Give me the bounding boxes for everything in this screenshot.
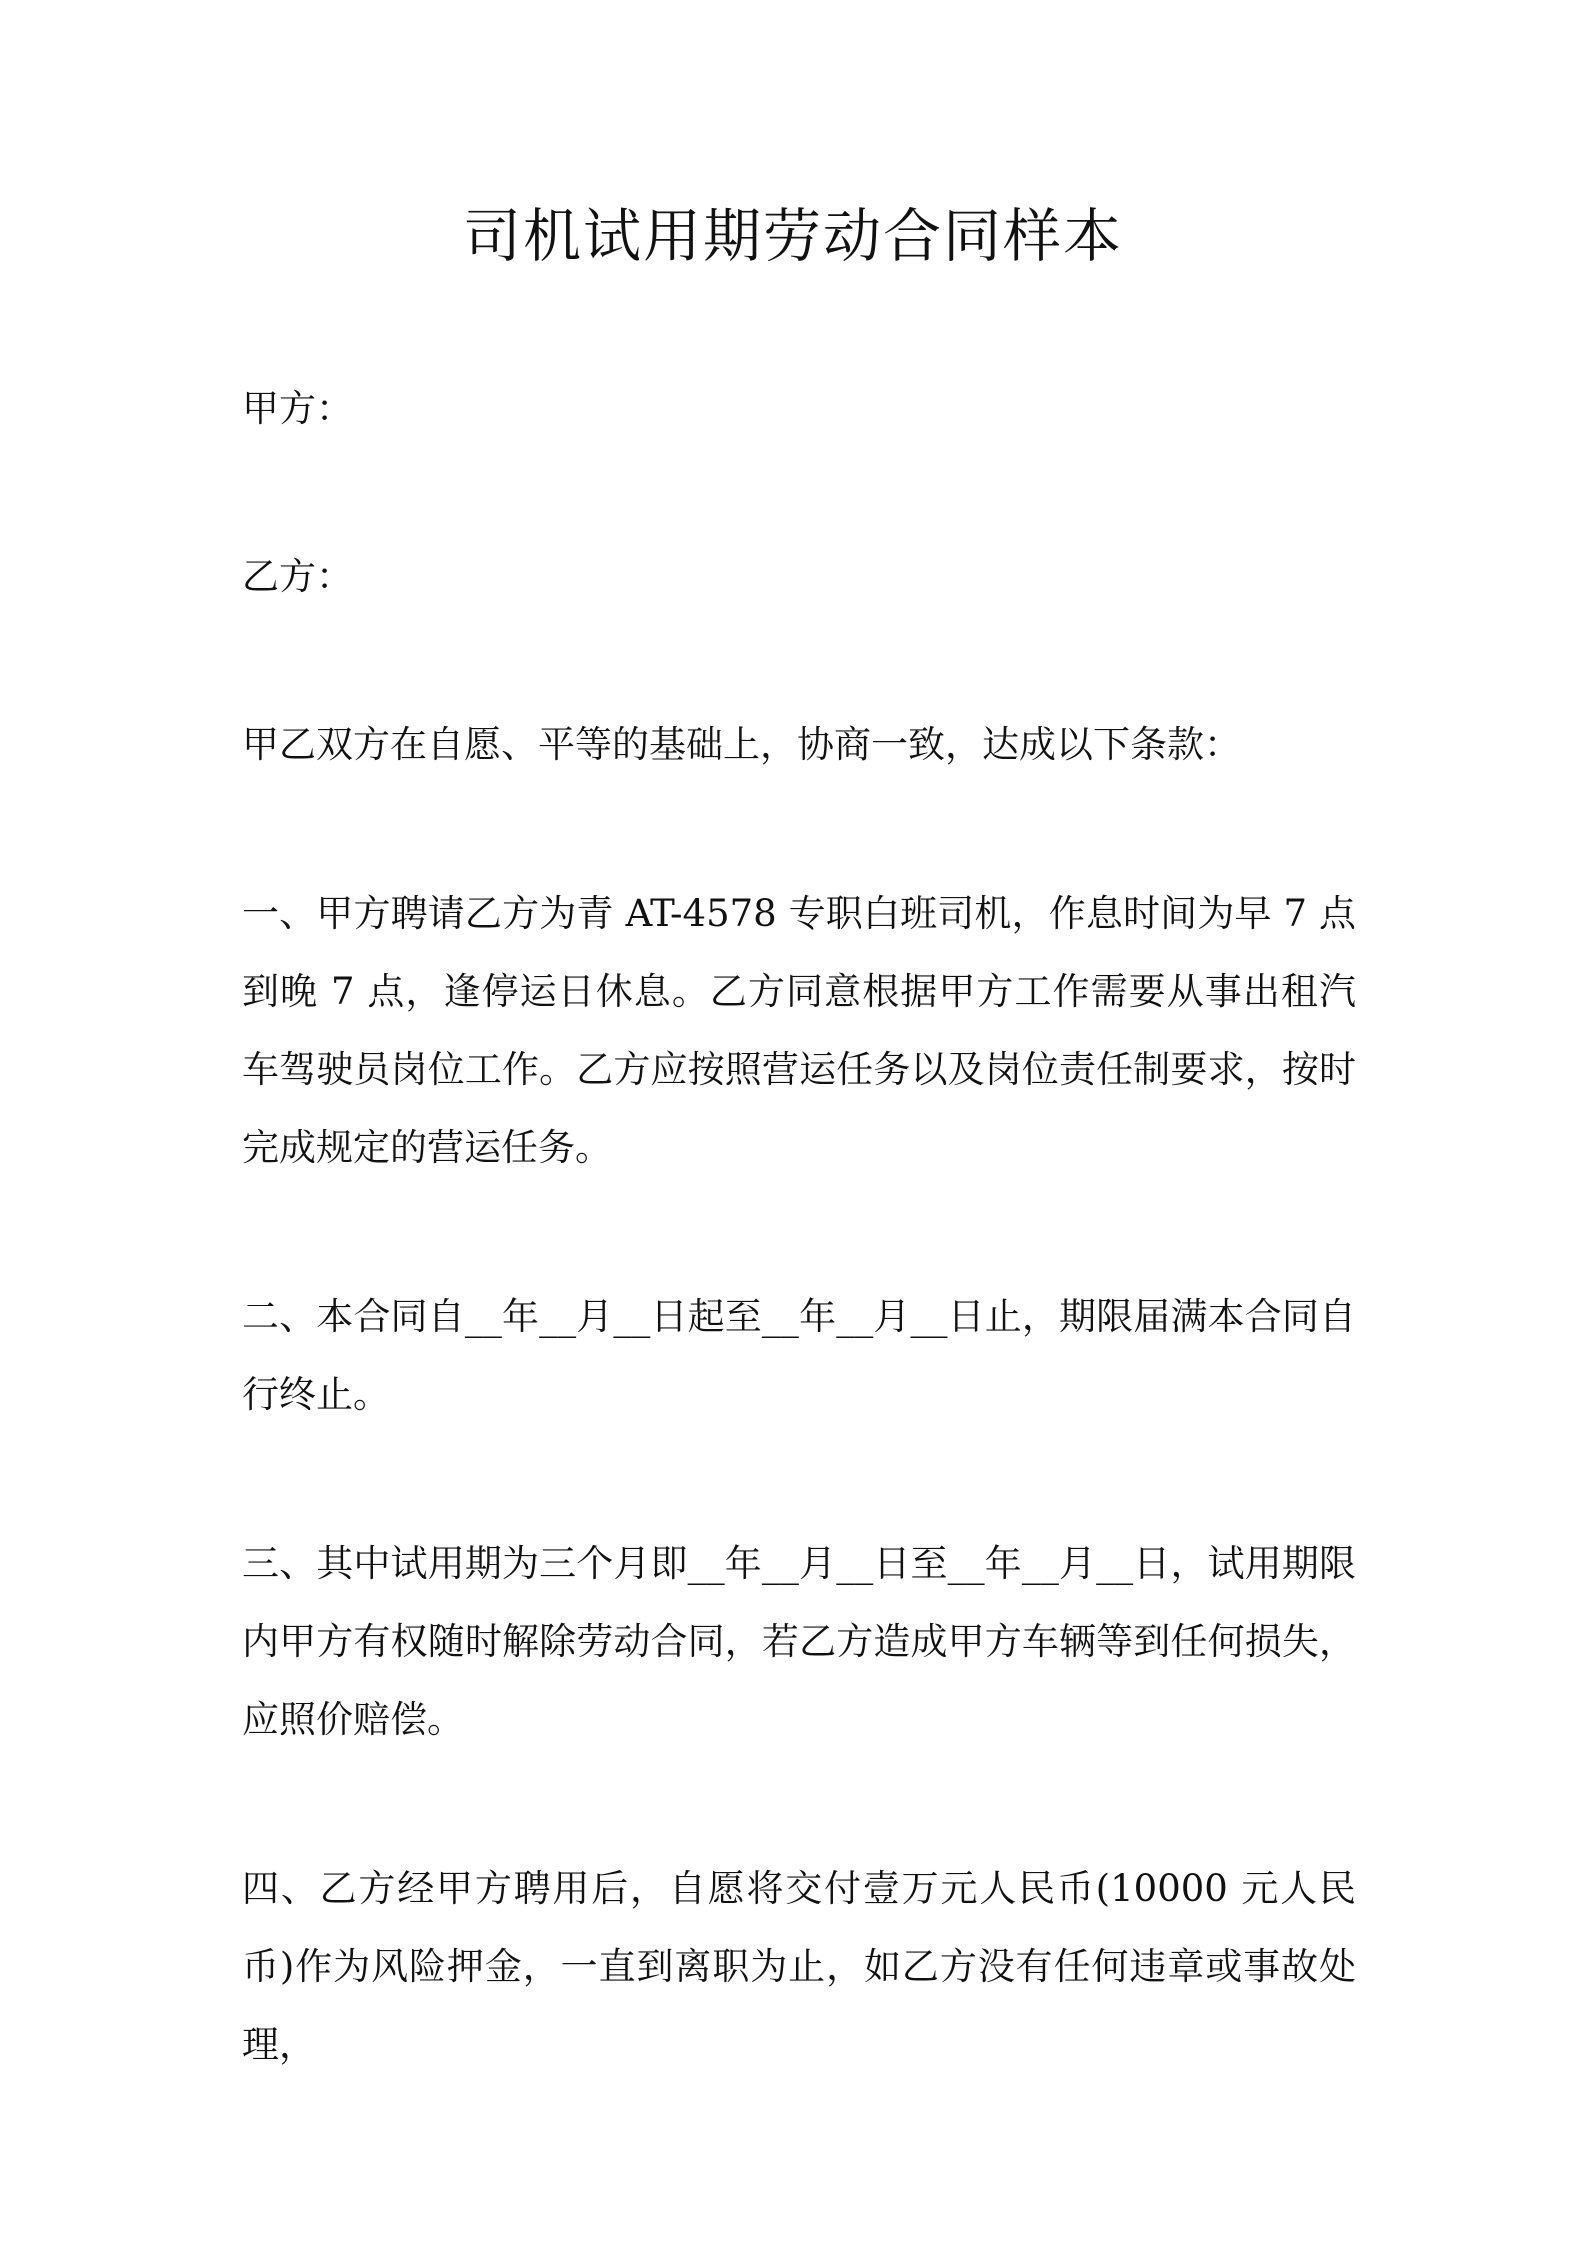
document-body [242,370,1356,2084]
party-a-line: 甲方： [242,387,353,430]
document-title: 司机试用期劳动合同样本 [462,202,1123,270]
party-b-line: 乙方： [242,555,353,598]
clause-4: 四、乙方经甲方聘用后，自愿将交付壹万元人民币(10000 元人民币)作为风险押金，一直到离职为止，如乙方没有任何违章或事故处理， [242,1867,1356,2066]
clause-1: 一、甲方聘请乙方为青 AT-4578 专职白班司机，作息时间为早 7 点到晚 7 点，逢停运日休息。乙方同意根据甲方工作需要从事出租汽车驾驶员岗位工作。乙方应按照营运任务以及岗位责任制要求，按时完成规定的营运任务。 [242,892,1356,1169]
clause-2: 二、本合同自__年__月__日起至__年__月__日止，期限届满本合同自行终止。 [242,1295,1356,1416]
intro-paragraph: 甲乙双方在自愿、平等的基础上，协商一致，达成以下条款： [242,723,1241,766]
clause-3: 三、其中试用期为三个月即__年__月__日至__年__月__日，试用期限内甲方有权随时解除劳动合同，若乙方造成甲方车辆等到任何损失，应照价赔偿。 [242,1542,1356,1741]
